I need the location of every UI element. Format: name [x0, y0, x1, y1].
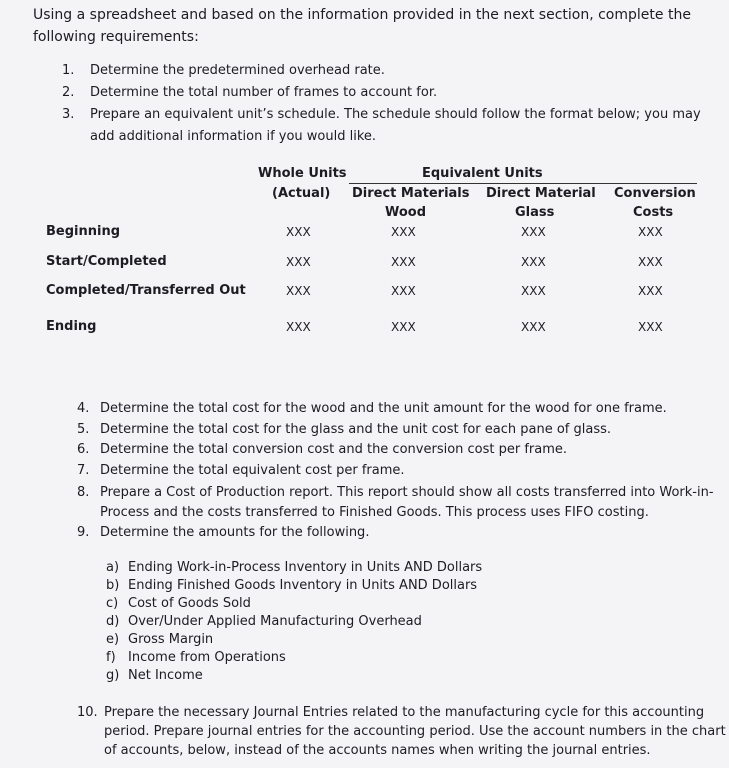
table-cell: XXX [391, 255, 416, 269]
step-text: Determine the amounts for the following. [100, 525, 370, 540]
header-actual: (Actual) [272, 186, 331, 201]
header-costs: Costs [633, 205, 674, 220]
header-conversion: Conversion [614, 186, 696, 201]
step-number: 5. [77, 422, 90, 437]
step-text: Determine the total number of frames to account for. [90, 85, 438, 100]
sub-item-letter: d) [106, 614, 120, 629]
header-direct-material: Direct Material [486, 186, 596, 201]
header-wood: Wood [385, 205, 427, 220]
row-label: Beginning [46, 224, 121, 239]
sub-item-text: Ending Finished Goods Inventory in Units AND Dollars [128, 578, 478, 593]
sub-item-letter: b) [106, 578, 120, 593]
step-number: 4. [77, 401, 90, 416]
table-cell: XXX [521, 255, 546, 269]
step-text-continued: period. Prepare journal entries for the accounting period. Use the account numbers in the chart [104, 724, 726, 739]
step-text: Prepare an equivalent unit’s schedule. The schedule should follow the format below; you may [90, 107, 701, 122]
table-cell: XXX [391, 320, 416, 334]
row-label: Completed/Transferred Out [46, 283, 246, 298]
row-label: Ending [46, 319, 97, 334]
step-text-continued: add additional information if you would like. [90, 129, 377, 144]
row-label: Start/Completed [46, 254, 167, 269]
sub-item-letter: a) [106, 560, 120, 575]
step-text-continued: Process and the costs transferred to Finished Goods. This process uses FIFO costing. [100, 505, 649, 520]
step-number: 8. [77, 485, 90, 500]
table-cell: XXX [638, 225, 663, 239]
step-text: Prepare the necessary Journal Entries related to the manufacturing cycle for this accounting [104, 705, 705, 720]
header-rule [349, 183, 697, 184]
table-cell: XXX [521, 225, 546, 239]
table-cell: XXX [286, 320, 311, 334]
table-cell: XXX [521, 320, 546, 334]
step-text: Determine the total cost for the wood and the unit amount for the wood for one frame. [100, 401, 667, 416]
header-glass: Glass [515, 205, 555, 220]
table-cell: XXX [391, 284, 416, 298]
step-text-continued: of accounts, below, instead of the accounts names when writing the journal entries. [104, 743, 651, 758]
step-text: Prepare a Cost of Production report. This report should show all costs transferred into Work-in- [100, 485, 714, 500]
table-cell: XXX [286, 225, 311, 239]
step-number: 10. [77, 705, 98, 720]
step-text: Determine the predetermined overhead rate. [90, 63, 385, 78]
sub-item-text: Net Income [128, 668, 203, 683]
step-text: Determine the total conversion cost and the conversion cost per frame. [100, 442, 568, 457]
step-number: 6. [77, 442, 90, 457]
sub-item-text: Income from Operations [128, 650, 286, 665]
table-cell: XXX [638, 320, 663, 334]
step-number: 7. [77, 463, 90, 478]
table-cell: XXX [521, 284, 546, 298]
sub-item-letter: c) [106, 596, 119, 611]
step-number: 9. [77, 525, 90, 540]
step-text: Determine the total cost for the glass and the unit cost for each pane of glass. [100, 422, 612, 437]
table-cell: XXX [391, 225, 416, 239]
sub-item-letter: e) [106, 632, 120, 647]
header-direct-materials: Direct Materials [352, 186, 470, 201]
table-cell: XXX [286, 255, 311, 269]
sub-item-text: Ending Work-in-Process Inventory in Units AND Dollars [128, 560, 483, 575]
sub-item-text: Cost of Goods Sold [128, 596, 251, 611]
step-number: 2. [62, 85, 75, 100]
intro-paragraph: Using a spreadsheet and based on the information provided in the next section, complete the following requirements: [33, 7, 691, 45]
table-cell: XXX [286, 284, 311, 298]
step-text: Determine the total equivalent cost per frame. [100, 463, 405, 478]
step-number: 3. [62, 107, 75, 122]
sub-item-letter: f) [106, 650, 116, 665]
header-whole-units: Whole Units [258, 166, 347, 181]
table-cell: XXX [638, 284, 663, 298]
sub-item-text: Gross Margin [128, 632, 214, 647]
header-equivalent-units: Equivalent Units [422, 166, 543, 181]
step-number: 1. [62, 63, 75, 78]
sub-item-letter: g) [106, 668, 120, 683]
sub-item-text: Over/Under Applied Manufacturing Overhead [128, 614, 422, 629]
table-cell: XXX [638, 255, 663, 269]
